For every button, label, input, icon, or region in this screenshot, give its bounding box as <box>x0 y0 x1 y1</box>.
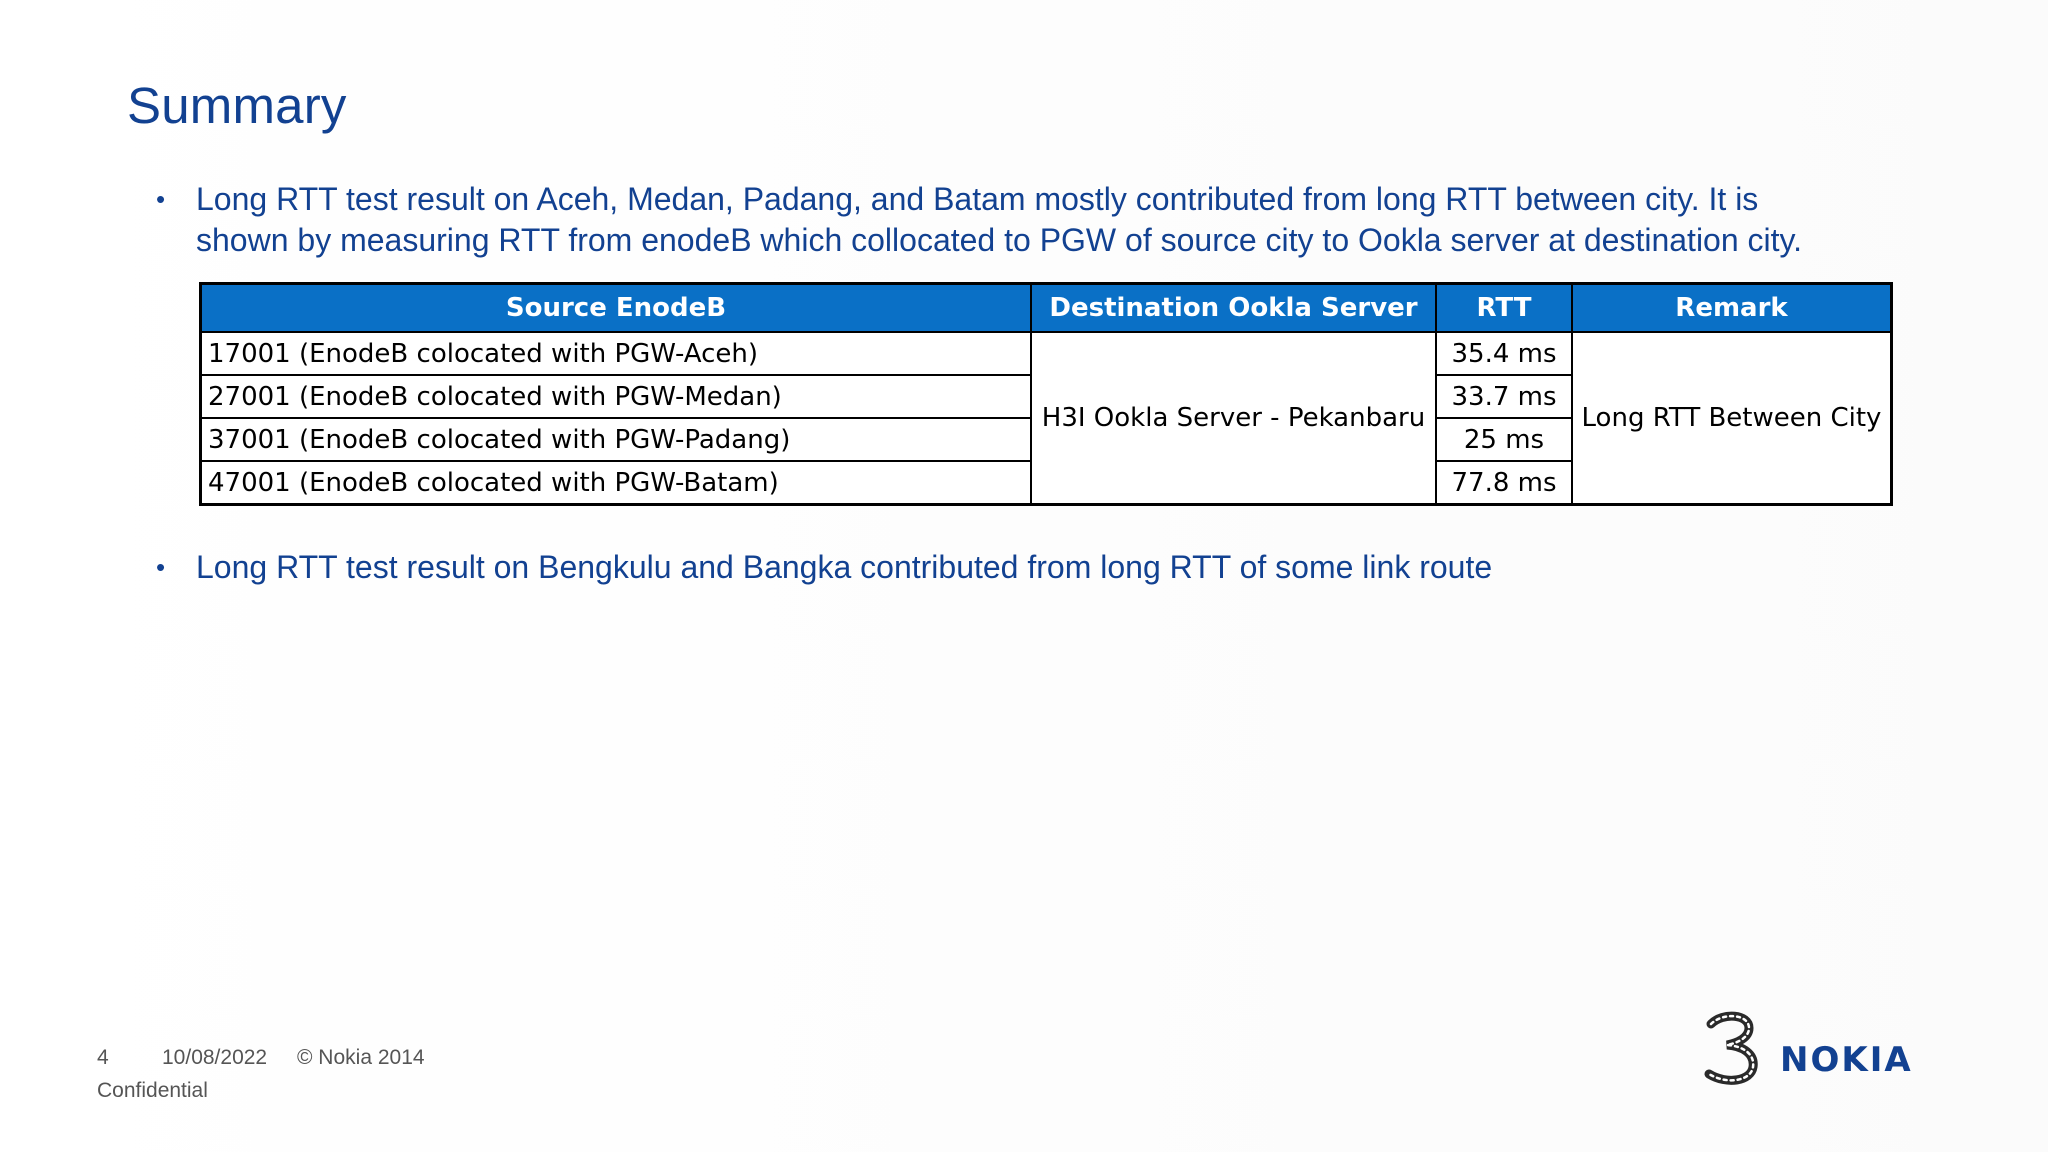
nokia-logo: NOKIA <box>1780 1040 1913 1080</box>
bullet-dot: • <box>156 184 166 214</box>
rtt-cell: 35.4 ms <box>1436 332 1572 375</box>
header-source-enodeb: Source EnodeB <box>201 284 1032 333</box>
rtt-cell: 33.7 ms <box>1436 375 1572 418</box>
bullet-item-link-route <box>156 547 1756 592</box>
footer-date: 10/08/2022 <box>162 1046 268 1069</box>
bullet-item-rtt-between-city <box>156 179 1906 269</box>
rtt-cell: 25 ms <box>1436 418 1572 461</box>
source-cell: 27001 (EnodeB colocated with PGW-Medan) <box>201 375 1032 418</box>
header-rtt: RTT <box>1436 284 1572 333</box>
table-header-row <box>201 284 1892 333</box>
destination-cell: H3I Ookla Server - Pekanbaru <box>1031 332 1436 505</box>
rtt-cell: 77.8 ms <box>1436 461 1572 505</box>
remark-cell: Long RTT Between City <box>1572 332 1892 505</box>
table-row <box>201 332 1892 375</box>
source-cell: 37001 (EnodeB colocated with PGW-Padang) <box>201 418 1032 461</box>
bullet-text <box>196 179 1802 261</box>
bullet-text: Long RTT test result on Bengkulu and Bangka contributed from long RTT of some link route <box>196 549 1493 585</box>
source-cell: 47001 (EnodeB colocated with PGW-Batam) <box>201 461 1032 505</box>
footer-copyright: © Nokia 2014 <box>297 1046 425 1069</box>
page-number: 4 <box>97 1046 109 1069</box>
slide-footer <box>97 1041 425 1107</box>
rtt-table <box>199 282 1893 506</box>
bullet-line: shown by measuring RTT from enodeB which collocated to PGW of source city to Ookla server at destination city. <box>196 222 1803 258</box>
source-cell: 17001 (EnodeB colocated with PGW-Aceh) <box>201 332 1032 375</box>
header-remark: Remark <box>1572 284 1892 333</box>
bullet-dot: • <box>156 552 166 582</box>
footer-confidential: Confidential <box>97 1079 208 1102</box>
three-logo-icon <box>1697 1010 1763 1086</box>
header-destination-server: Destination Ookla Server <box>1031 284 1436 333</box>
slide-title: Summary <box>127 77 347 134</box>
bullet-line: Long RTT test result on Aceh, Medan, Padang, and Batam mostly contributed from long RTT between city. It is <box>196 181 1759 217</box>
